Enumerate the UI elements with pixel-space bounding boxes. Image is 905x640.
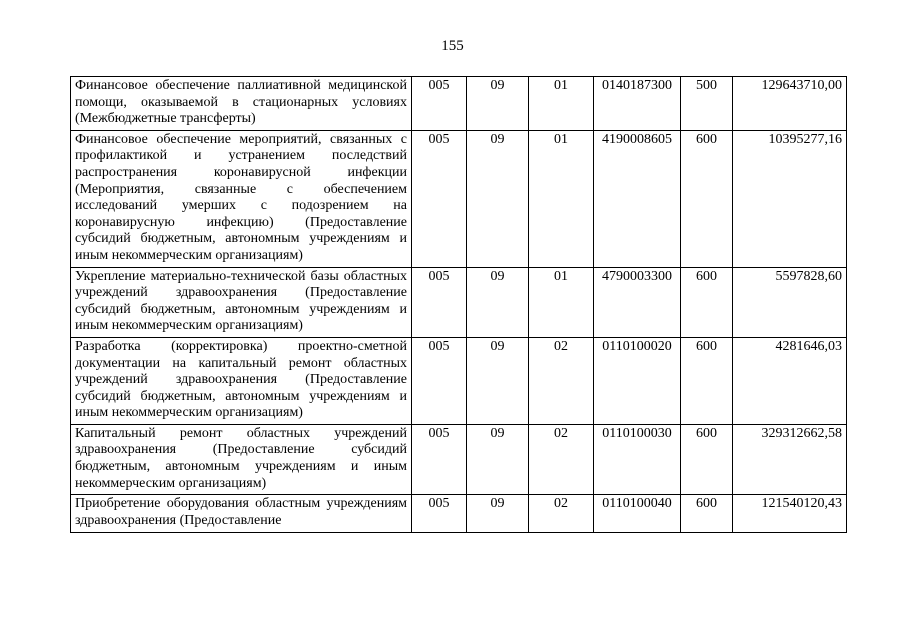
- amount: 121540120,43: [733, 495, 847, 533]
- row-description-cell: [71, 495, 412, 533]
- amount: 329312662,58: [733, 424, 847, 494]
- subsection-code: 02: [529, 424, 594, 494]
- page-number: 155: [441, 38, 464, 54]
- table-row: [71, 337, 847, 424]
- amount: 5597828,60: [733, 267, 847, 337]
- section-code: 09: [467, 267, 529, 337]
- table-row: [71, 130, 847, 267]
- amount: 129643710,00: [733, 77, 847, 131]
- subsection-code: 01: [529, 77, 594, 131]
- ministry-code: 005: [412, 130, 467, 267]
- expense-type-code: 600: [681, 495, 733, 533]
- section-code: 09: [467, 77, 529, 131]
- expense-type-code: 600: [681, 424, 733, 494]
- row-description: Финансовое обеспечение паллиативной медицинской помощи, оказываемой в стационарных условиях (Межбюджетные трансферты): [71, 77, 412, 131]
- subsection-code: 02: [529, 495, 594, 533]
- subsection-code: 01: [529, 130, 594, 267]
- amount: 4281646,03: [733, 337, 847, 424]
- target-article-code: 4790003300: [594, 267, 681, 337]
- target-article-code: 4190008605: [594, 130, 681, 267]
- target-article-code: 0110100020: [594, 337, 681, 424]
- row-description: Укрепление материально-технической базы областных учреждений здравоохранения (Предоставление субсидий бюджетным, автономным учреждениям и иным некоммерческим организациям): [71, 267, 412, 337]
- expense-type-code: 600: [681, 267, 733, 337]
- subsection-code: 02: [529, 337, 594, 424]
- target-article-code: 0140187300: [594, 77, 681, 131]
- table-row: [71, 495, 847, 533]
- ministry-code: 005: [412, 424, 467, 494]
- expense-type-code: 600: [681, 130, 733, 267]
- section-code: 09: [467, 424, 529, 494]
- expense-type-code: 600: [681, 337, 733, 424]
- expense-type-code: 500: [681, 77, 733, 131]
- table-row: [71, 267, 847, 337]
- ministry-code: 005: [412, 267, 467, 337]
- row-description: Приобретение оборудования областным учреждениям здравоохранения (Предоставление: [75, 496, 407, 528]
- table-row: [71, 424, 847, 494]
- budget-table: [70, 76, 847, 533]
- target-article-code: 0110100030: [594, 424, 681, 494]
- row-description: Финансовое обеспечение мероприятий, связанных с профилактикой и устранением последствий распространения коронавирусной инфекции (Мероприятия, связанные с обеспечением исследований умерших с подозрением на коронавирусную инфекцию) (Предоставление субсидий бюджетным, автономным учреждениям и иным некоммерческим организациям): [71, 130, 412, 267]
- row-description: Капитальный ремонт областных учреждений здравоохранения (Предоставление субсидий бюджетным, автономным учреждениям и иным некоммерческим организациям): [71, 424, 412, 494]
- target-article-code: 0110100040: [594, 495, 681, 533]
- table-row: [71, 77, 847, 131]
- amount: 10395277,16: [733, 130, 847, 267]
- row-description: Разработка (корректировка) проектно-сметной документации на капитальный ремонт областных учреждений здравоохранения (Предоставление субсидий бюджетным, автономным учреждениям и иным некоммерческим организациям): [71, 337, 412, 424]
- subsection-code: 01: [529, 267, 594, 337]
- section-code: 09: [467, 337, 529, 424]
- section-code: 09: [467, 495, 529, 533]
- ministry-code: 005: [412, 337, 467, 424]
- ministry-code: 005: [412, 77, 467, 131]
- section-code: 09: [467, 130, 529, 267]
- ministry-code: 005: [412, 495, 467, 533]
